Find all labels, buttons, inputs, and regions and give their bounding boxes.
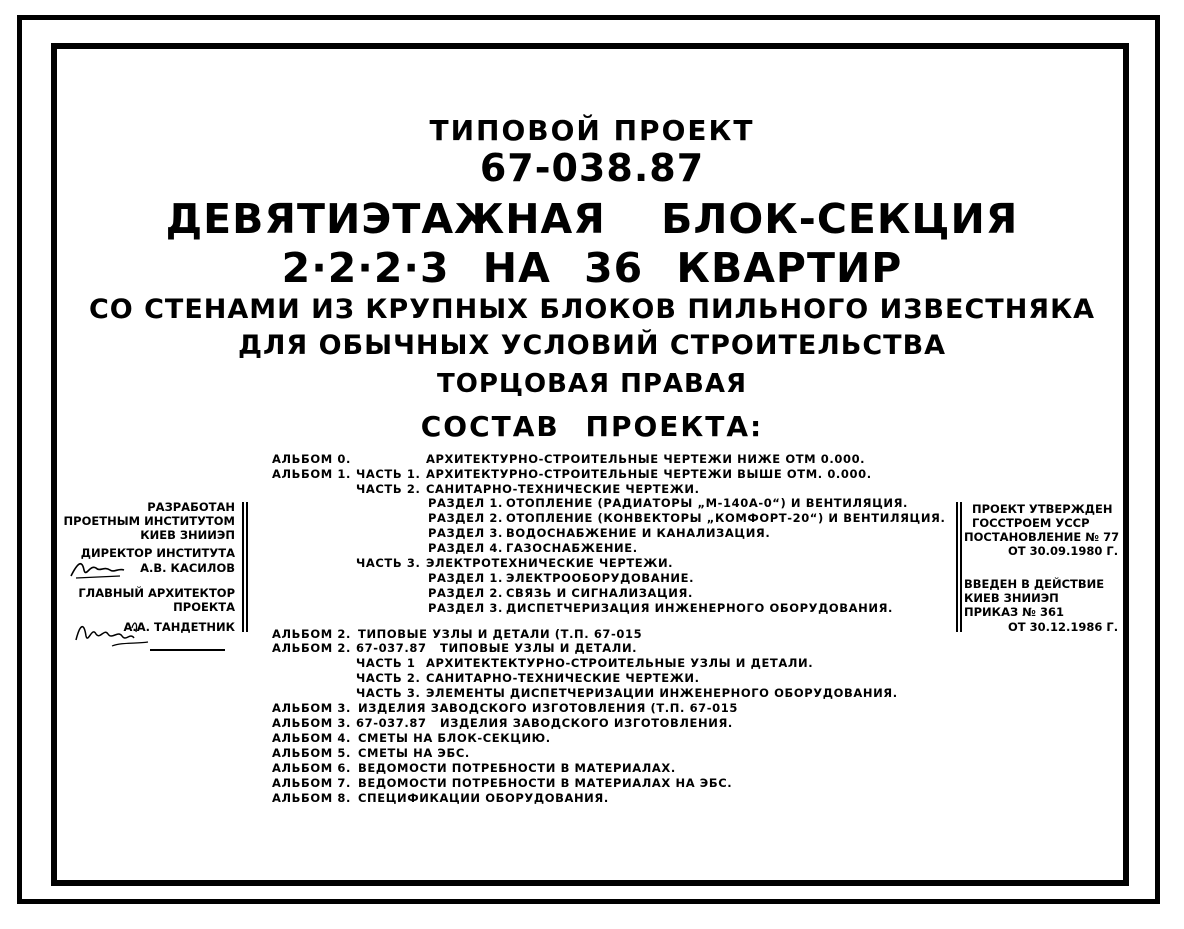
contents-item-text: ИЗДЕЛИЯ ЗАВОДСКОГО ИЗГОТОВЛЕНИЯ (Т.П. 67-015 [358, 701, 738, 715]
signature-underline [150, 649, 225, 651]
right-divider-2 [960, 502, 962, 632]
section-type: ТОРЦОВАЯ ПРАВАЯ [436, 369, 748, 399]
part-label: ЧАСТЬ 3. [356, 686, 421, 700]
conditions-description: ДЛЯ ОБЫЧНЫХ УСЛОВИЙ СТРОИТЕЛЬСТВА [237, 330, 947, 361]
director-signature [68, 556, 128, 582]
chief-architect-name: А.А. ТАНДЕТНИК [123, 620, 235, 634]
part-label: ЧАСТЬ 2. [356, 671, 421, 685]
section-label: РАЗДЕЛ 2. [428, 586, 503, 600]
enacted-line-4: ОТ 30.12.1986 Г. [1008, 620, 1119, 634]
contents-item-text: ВЕДОМОСТИ ПОТРЕБНОСТИ В МАТЕРИАЛАХ. [358, 761, 676, 775]
approval-line-4: ОТ 30.09.1980 Г. [1008, 544, 1119, 558]
enacted-line-2: КИЕВ ЗНИИЭП [964, 591, 1059, 605]
album-label: АЛЬБОМ 6. [272, 761, 351, 775]
right-divider [956, 502, 958, 632]
section-label: РАЗДЕЛ 1. [428, 496, 503, 510]
contents-item-text: ГАЗОСНАБЖЕНИЕ. [506, 541, 638, 555]
developer-line-2: ПРОЕТНЫМ ИНСТИТУТОМ [63, 514, 235, 528]
contents-item-text: АРХИТЕКТЕКТУРНО-СТРОИТЕЛЬНЫЕ УЗЛЫ И ДЕТАЛИ. [426, 656, 814, 670]
building-subtitle: 2·2·2·3 НА 36 КВАРТИР [281, 244, 903, 292]
developer-line-3: КИЕВ ЗНИИЭП [140, 528, 235, 542]
part-label: ЧАСТЬ 1. [356, 467, 421, 481]
part-label: 67-037.87 [356, 716, 427, 730]
contents-item-text: ЭЛЕМЕНТЫ ДИСПЕТЧЕРИЗАЦИИ ИНЖЕНЕРНОГО ОБОРУДОВАНИЯ. [426, 686, 898, 700]
chief-architect-title: ГЛАВНЫЙ АРХИТЕКТОР [78, 586, 235, 600]
contents-item-text: ТИПОВЫЕ УЗЛЫ И ДЕТАЛИ. [440, 641, 638, 655]
album-label: АЛЬБОМ 5. [272, 746, 351, 760]
contents-heading: СОСТАВ ПРОЕКТА: [420, 410, 764, 443]
album-label: АЛЬБОМ 3. [272, 716, 351, 730]
contents-item-text: ДИСПЕТЧЕРИЗАЦИЯ ИНЖЕНЕРНОГО ОБОРУДОВАНИЯ. [506, 601, 894, 615]
chief-architect-title-2: ПРОЕКТА [173, 600, 235, 614]
album-label: АЛЬБОМ 2. [272, 627, 351, 641]
enacted-line-1: ВВЕДЕН В ДЕЙСТВИЕ [964, 577, 1105, 591]
developer-line-1: РАЗРАБОТАН [147, 500, 235, 514]
section-label: РАЗДЕЛ 3. [428, 601, 503, 615]
contents-item-text: ТИПОВЫЕ УЗЛЫ И ДЕТАЛИ (Т.П. 67-015 [358, 627, 643, 641]
album-label: АЛЬБОМ 3. [272, 701, 351, 715]
album-label: АЛЬБОМ 2. [272, 641, 351, 655]
part-label: 67-037.87 [356, 641, 427, 655]
contents-item-text: ЭЛЕКТРОТЕХНИЧЕСКИЕ ЧЕРТЕЖИ. [426, 556, 674, 570]
approval-line-2: ГОССТРОЕМ УССР [972, 516, 1090, 530]
section-label: РАЗДЕЛ 1. [428, 571, 503, 585]
left-divider [242, 502, 244, 632]
part-label: ЧАСТЬ 3. [356, 556, 421, 570]
section-label: РАЗДЕЛ 4. [428, 541, 503, 555]
approval-line-1: ПРОЕКТ УТВЕРЖДЕН [972, 502, 1113, 516]
director-name: А.В. КАСИЛОВ [140, 561, 235, 575]
contents-item-text: ОТОПЛЕНИЕ (РАДИАТОРЫ „М-140А-0“) И ВЕНТИЛЯЦИЯ. [506, 496, 908, 510]
part-label: ЧАСТЬ 1 [356, 656, 416, 670]
project-type-label: ТИПОВОЙ ПРОЕКТ [429, 114, 755, 147]
contents-item-text: СВЯЗЬ И СИГНАЛИЗАЦИЯ. [506, 586, 693, 600]
contents-item-text: САНИТАРНО-ТЕХНИЧЕСКИЕ ЧЕРТЕЖИ. [426, 671, 700, 685]
section-label: РАЗДЕЛ 3. [428, 526, 503, 540]
contents-item-text: СМЕТЫ НА ЭБС. [358, 746, 470, 760]
contents-item-text: СМЕТЫ НА БЛОК-СЕКЦИЮ. [358, 731, 551, 745]
approval-line-3: ПОСТАНОВЛЕНИЕ № 77 [964, 530, 1120, 544]
part-label: ЧАСТЬ 2. [356, 482, 421, 496]
contents-item-text: СПЕЦИФИКАЦИИ ОБОРУДОВАНИЯ. [358, 791, 609, 805]
contents-item-text: АРХИТЕКТУРНО-СТРОИТЕЛЬНЫЕ ЧЕРТЕЖИ ВЫШЕ ОТМ. 0.000. [426, 467, 872, 481]
album-label: АЛЬБОМ 0. [272, 452, 351, 466]
album-label: АЛЬБОМ 1. [272, 467, 351, 481]
section-label: РАЗДЕЛ 2. [428, 511, 503, 525]
building-title: ДЕВЯТИЭТАЖНАЯ БЛОК-СЕКЦИЯ [165, 195, 1019, 243]
chief-architect-signature [72, 616, 152, 650]
director-title: ДИРЕКТОР ИНСТИТУТА [80, 546, 235, 560]
album-label: АЛЬБОМ 4. [272, 731, 351, 745]
wall-description: СО СТЕНАМИ ИЗ КРУПНЫХ БЛОКОВ ПИЛЬНОГО ИЗВЕСТНЯКА [88, 294, 1096, 325]
contents-item-text: ВЕДОМОСТИ ПОТРЕБНОСТИ В МАТЕРИАЛАХ НА ЭБС. [358, 776, 733, 790]
contents-item-text: САНИТАРНО-ТЕХНИЧЕСКИЕ ЧЕРТЕЖИ. [426, 482, 700, 496]
enacted-line-3: ПРИКАЗ № 361 [964, 605, 1064, 619]
contents-item-text: АРХИТЕКТУРНО-СТРОИТЕЛЬНЫЕ ЧЕРТЕЖИ НИЖЕ ОТМ 0.000. [426, 452, 866, 466]
album-label: АЛЬБОМ 7. [272, 776, 351, 790]
contents-item-text: ИЗДЕЛИЯ ЗАВОДСКОГО ИЗГОТОВЛЕНИЯ. [440, 716, 733, 730]
album-label: АЛЬБОМ 8. [272, 791, 351, 805]
contents-item-text: ОТОПЛЕНИЕ (КОНВЕКТОРЫ „КОМФОРТ-20“) И ВЕНТИЛЯЦИЯ. [506, 511, 946, 525]
contents-item-text: ЭЛЕКТРООБОРУДОВАНИЕ. [506, 571, 695, 585]
left-divider-2 [246, 502, 248, 632]
project-number: 67-038.87 [479, 146, 705, 190]
contents-item-text: ВОДОСНАБЖЕНИЕ И КАНАЛИЗАЦИЯ. [506, 526, 771, 540]
